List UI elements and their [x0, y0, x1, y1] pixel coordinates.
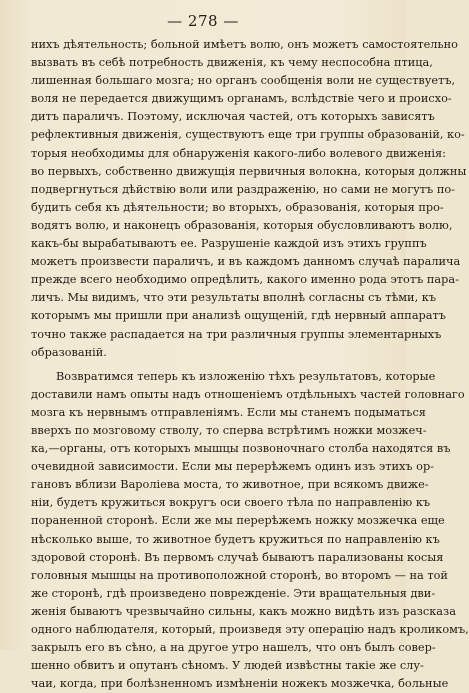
text-line: лишенная большаго мозга; но органъ сообщенія воли не существуетъ,: [31, 74, 456, 88]
text-line: во первыхъ, собственно движущія первичныя волокна, которыя должны: [31, 164, 467, 178]
text-line: же сторонѣ, гдѣ произведено поврежденіе. Эти вращательныя дви-: [31, 586, 436, 600]
text-line: чаи, когда, при болѣзненномъ измѣненіи ножекъ мозжечка, больные: [31, 677, 449, 691]
text-line: торыя необходимы для обнаруженія какого-либо волевого движенія:: [31, 146, 446, 160]
text-line: здоровой сторонѣ. Въ первомъ случаѣ бываютъ парализованы косыя: [31, 550, 444, 564]
text-line: прежде всего необходимо опредѣлить, какого именно рода этотъ пара-: [31, 273, 459, 287]
text-line: мозга къ нервнымъ отправленіямъ. Если мы станемъ подыматься: [31, 405, 426, 419]
text-line: нѣсколько выше, то животное будетъ кружиться по направленію къ: [31, 532, 440, 546]
text-line: рефлективныя движенія, существуютъ еще три группы образованій, ко-: [31, 128, 465, 142]
text-line: образованій.: [31, 345, 107, 359]
text-line: точно также распадается на три различныя группы элементарныхъ: [31, 327, 442, 341]
text-line: личъ. Мы видимъ, что эти результаты вполнѣ согласны съ тѣми, къ: [31, 291, 437, 305]
text-line: которымъ мы пришли при анализѣ ощущеній, гдѣ нервный аппаратъ: [31, 309, 446, 323]
text-line: закрылъ его въ сѣно, а на другое утро нашелъ, что онъ былъ совер-: [31, 641, 436, 655]
text-line: будить себя къ дѣятельности; во вторыхъ, образованія, которыя про-: [31, 200, 444, 214]
text-line: какъ-бы вырабатываютъ ее. Разрушеніе каждой изъ этихъ группъ: [31, 237, 427, 251]
text-line: ніи, будетъ кружиться вокругъ оси своего тѣла по направленію къ: [31, 496, 431, 510]
text-line: пораненной сторонѣ. Если же мы перерѣжемъ ножку мозжечка еще: [31, 514, 445, 528]
text-line: вверхъ по мозговому стволу, то сперва встрѣтимъ ножки мозжеч-: [31, 423, 427, 437]
text-line: Возвратимся теперь къ изложенію тѣхъ результатовъ, которые: [56, 369, 436, 383]
text-line: подвергнуться дѣйствію воли или раздраженію, но сами не могутъ по-: [31, 182, 455, 196]
text-line: воля не передается движущимъ органамъ, вслѣдствіе чего и происхо-: [31, 92, 452, 106]
text-line: женія бываютъ чрезвычайно сильны, какъ можно видѣть изъ разсказа: [31, 604, 456, 618]
text-line: шенно обвитъ и опутанъ сѣномъ. У людей извѣстны такіе же слу-: [31, 659, 424, 673]
text-line: вызвать въ себѣ потребность движенія, къ чему неспособна птица,: [31, 56, 433, 70]
text-line: доставили намъ опыты надъ отношеніемъ отдѣльныхъ частей головнаго: [31, 387, 465, 401]
text-line: водятъ волю, и наконецъ образованія, которыя обусловливаютъ волю,: [31, 218, 453, 232]
body-text: [31, 36, 469, 693]
text-line: гановъ вблизи Вароліева моста, то животное, при всякомъ движе-: [31, 478, 429, 492]
text-line: можетъ произвести параличъ, и въ каждомъ данномъ случаѣ паралича: [31, 255, 461, 269]
text-line: дитъ параличъ. Поэтому, исключая частей, отъ которыхъ зависятъ: [31, 110, 435, 124]
page-number: — 278 —: [167, 12, 239, 30]
paragraph-2: [31, 368, 469, 693]
text-line: ка,—органы, отъ которыхъ мышцы позвоночнаго столба находятся въ: [31, 442, 451, 456]
text-line: головныя мышцы на противоположной сторонѣ, во второмъ — на той: [31, 568, 448, 582]
text-line: одного наблюдателя, который, произведя эту операцію надъ кроликомъ,: [31, 623, 469, 636]
text-line: очевидной зависимости. Если мы перерѣжемъ одинъ изъ этихъ ор-: [31, 460, 434, 474]
text-line: нихъ дѣятельность; больной имѣетъ волю, онъ можетъ самостоятельно: [31, 38, 458, 51]
paragraph-1: [31, 36, 467, 362]
